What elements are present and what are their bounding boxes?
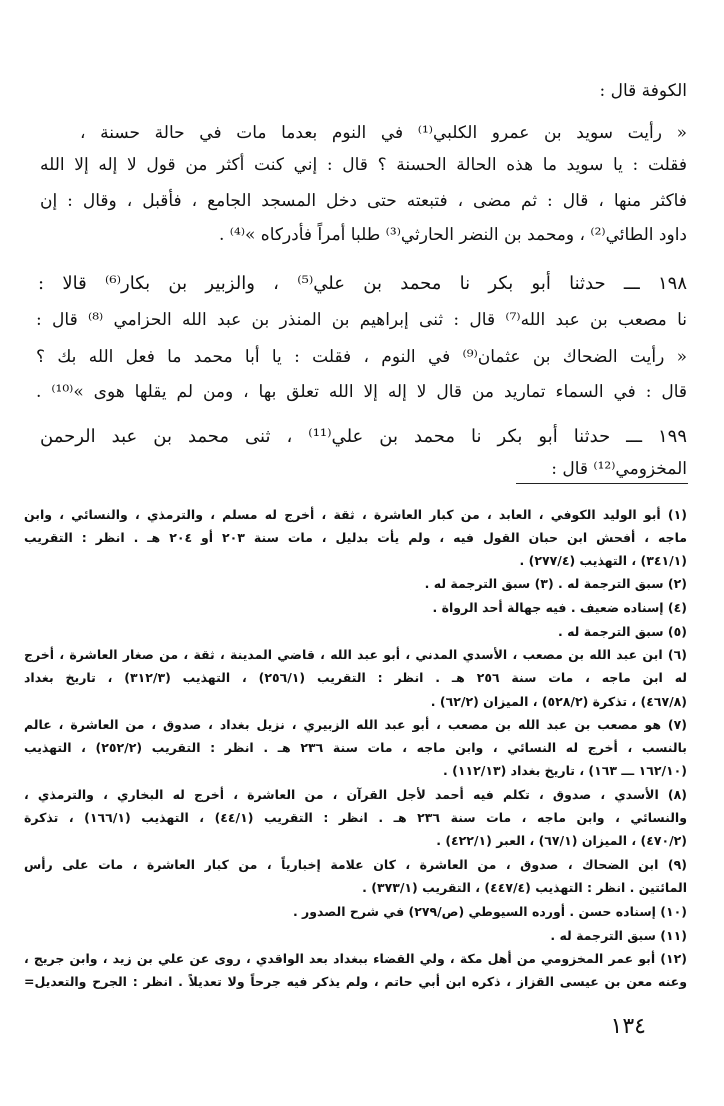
footnote-line-12: (١٦٢/١٠ ـــ ١٦٣) ، تاريخ بغداد (١١٢/١٣) . (443, 763, 687, 778)
footnote-line-10: (٧) هو مصعب بن عبد الله بن مصعب ، أبو عبد الله الزبيري ، نزيل بغداد ، صدوق ، من العاشرة ، عالم (24, 717, 687, 732)
footnote-line-7: (٦) ابن عبد الله بن مصعب ، الأسدي المدني ، أبو عبد الله ، قاضي المدينة ، ثقة ، من صغار العاشرة ، أخرج (24, 647, 687, 662)
main-line-3: فقلت : يا سويد ما هذه الحالة الحسنة ؟ قال : إني كنت أكثر من قول لا إله إلا الله (40, 155, 687, 175)
main-line-1: الكوفة قال : (599, 81, 687, 101)
footnote-line-9: (٤٦٧/٨) ، تذكرة (٥٢٨/٢) ، الميزان (٦٢/٢) . (430, 694, 687, 709)
footnote-line-19: (١١) سبق الترجمة له . (550, 928, 687, 943)
footnote-line-17: المائتين . انظر : التهذيب (٤٤٧/٤) ، التقريب (٣٧٣/١) . (362, 880, 687, 895)
footnote-line-4: (٢) سبق الترجمة له . (٣) سبق الترجمة له . (424, 576, 687, 591)
footnote-separator (516, 483, 688, 484)
footnote-line-13: (٨) الأسدي ، صدوق ، تكلم فيه أحمد لأجل القرآن ، من العاشرة ، أخرج له البخاري ، والترمذي ، (24, 787, 687, 802)
footnote-line-6: (٥) سبق الترجمة له . (558, 624, 687, 639)
footnote-line-11: بالنسب ، أخرج له النسائي ، وابن ماجه ، مات سنة ٢٣٦ هـ . انظر : التقريب (٢٥٢/٢) ، التهذيب (24, 740, 687, 755)
main-line-2: « رأيت سويد بن عمرو الكلبي⁽¹⁾ في النوم بعدما مات في حالة حسنة ، (80, 123, 687, 143)
footnote-line-2: ماجه ، أفحش ابن حبان القول فيه ، ولم يأت بدليل ، مات سنة ٢٠٣ أو ٢٠٤ هـ . انظر : التقريب (24, 530, 687, 545)
main-line-6: ١٩٨ ـــ حدثنا أبو بكر نا محمد بن علي⁽⁵⁾ ، والزبير بن بكار⁽⁶⁾ قالا : (38, 273, 687, 294)
footnote-line-18: (١٠) إسناده حسن . أورده السيوطي (ص/٢٧٩) في شرح الصدور . (292, 904, 687, 919)
footnote-line-14: والنسائي ، وابن ماجه ، مات سنة ٢٣٦ هـ . انظر : التقريب (٤٤/١) ، التهذيب (١٦٦/١) ، تذكرة (24, 810, 687, 825)
main-line-10: ١٩٩ ـــ حدثنا أبو بكر نا محمد بن علي⁽¹¹⁾ ، ثنى محمد بن عبد الرحمن (40, 426, 687, 447)
main-line-7: نا مصعب بن عبد الله⁽⁷⁾ قال : ثنى إبراهيم بن المنذر بن عبد الله الحزامي ⁽⁸⁾ قال : (36, 310, 687, 330)
footnote-line-5: (٤) إسناده ضعيف . فيه جهالة أحد الرواة . (432, 600, 687, 615)
footnote-line-20: (١٢) أبو عمر المخزومي من أهل مكة ، ولي القضاء ببغداد بعد الواقدي ، روى عن علي بن زيد ، وابن جريج ، (24, 951, 687, 966)
page-number: ١٣٤ (610, 1014, 646, 1039)
footnote-line-15: (٤٧٠/٢) ، الميزان (٦٧/١) ، العبر (٤٢٢/١) . (436, 833, 687, 848)
footnote-line-21: وعنه معن بن عيسى القزاز ، ذكره ابن أبي حاتم ، ولم يذكر فيه جرحاً ولا تعديلاً . انظر : الجرح والتعديل= (24, 974, 687, 989)
main-line-9: قال : في السماء تماريد من قال لا إله إلا الله تعلق بها ، ومن لم يقلها هوى »⁽¹⁰⁾ . (36, 382, 687, 402)
footnote-line-3: (٣٤١/١) ، التهذيب (٢٧٧/٤) . (519, 553, 687, 568)
main-line-11: المخزومي⁽¹²⁾ قال : (551, 459, 687, 479)
main-line-8: « رأيت الضحاك بن عثمان⁽⁹⁾ في النوم ، فقلت : يا أبا محمد ما فعل الله بك ؟ (36, 347, 687, 367)
footnote-line-1: (١) أبو الوليد الكوفي ، العابد ، من كبار العاشرة ، ثقة ، أخرج له مسلم ، والترمذي ، والنسائي ، وابن (24, 507, 687, 522)
footnote-line-16: (٩) ابن الضحاك ، صدوق ، من العاشرة ، كان علامة إخبارياً ، من كبار العاشرة ، مات على رأس (24, 857, 687, 872)
main-line-4: فاكثر منها ، قال : ثم مضى ، فتبعته حتى دخل المسجد الجامع ، فأقبل ، وقال : إن (40, 191, 687, 211)
footnote-line-8: له ابن ماجه ، مات سنة ٢٥٦ هـ . انظر : التقريب (٢٥٦/١) ، التهذيب (٣١٢/٣) ، تاريخ بغداد (24, 670, 687, 685)
main-line-5: داود الطائي⁽²⁾ ، ومحمد بن النضر الحارثي⁽³⁾ طلبا أمراً فأدركاه »⁽⁴⁾ . (219, 225, 687, 245)
